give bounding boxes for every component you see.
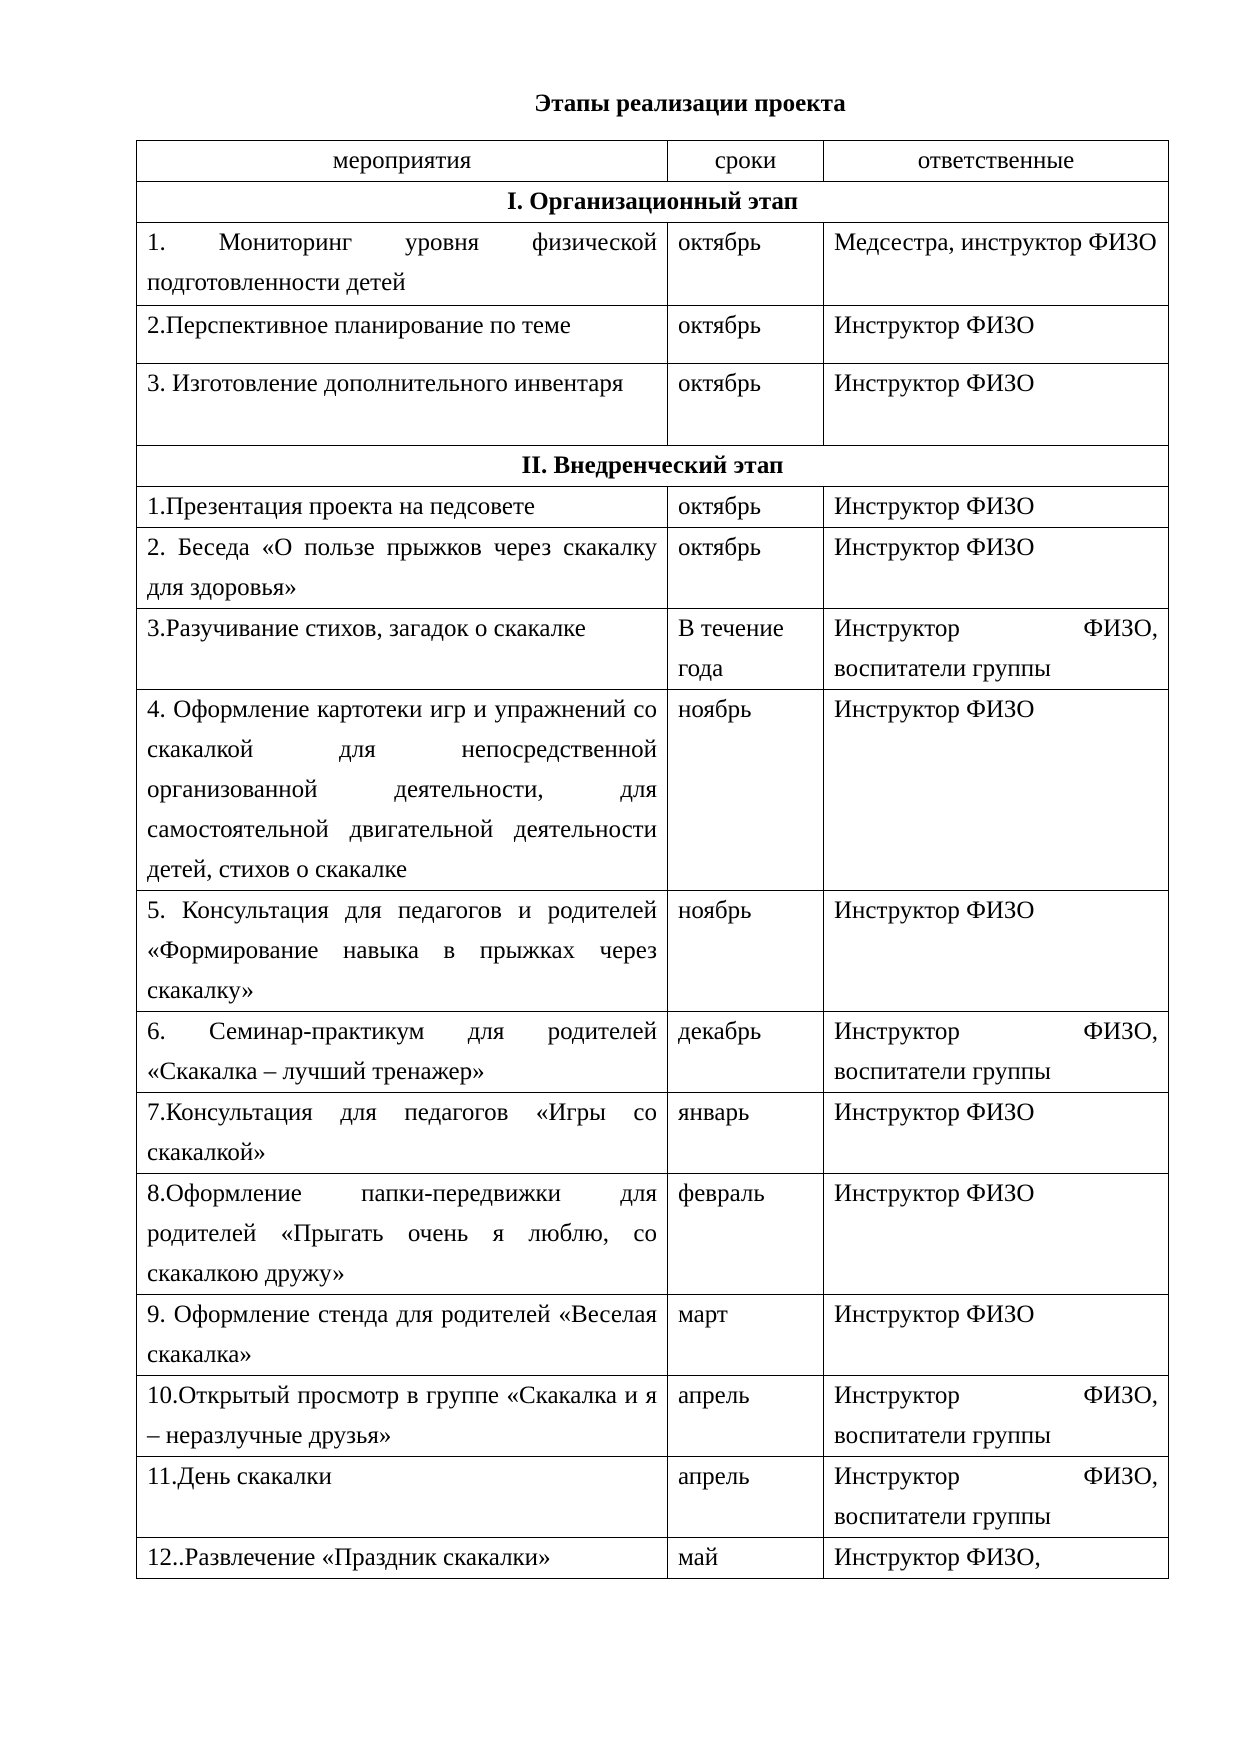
table-row <box>137 690 1169 891</box>
activity-cell: 7.Консультация для педагогов «Игры со скакалкой» <box>137 1093 668 1174</box>
table-row <box>137 1457 1169 1538</box>
responsible-cell: Инструктор ФИЗО, воспитатели группы <box>824 609 1169 690</box>
term-cell: апрель <box>668 1457 824 1538</box>
responsible-cell: Инструктор ФИЗО <box>824 1093 1169 1174</box>
term-cell: март <box>668 1295 824 1376</box>
stage-row <box>137 182 1169 223</box>
responsible-cell: Инструктор ФИЗО <box>824 1174 1169 1295</box>
table-row <box>137 891 1169 1012</box>
plan-table <box>136 140 1169 1579</box>
table-row <box>137 609 1169 690</box>
table-row <box>137 1012 1169 1093</box>
term-cell: В течение года <box>668 609 824 690</box>
table-row <box>137 487 1169 528</box>
stage-title: I. Организационный этап <box>137 182 1169 223</box>
term-cell: октябрь <box>668 306 824 364</box>
term-cell: октябрь <box>668 364 824 446</box>
table-row <box>137 1295 1169 1376</box>
responsible-cell: Инструктор ФИЗО <box>824 528 1169 609</box>
activity-cell: 3.Разучивание стихов, загадок о скакалке <box>137 609 668 690</box>
responsible-cell: Инструктор ФИЗО, <box>824 1538 1169 1579</box>
responsible-cell: Инструктор ФИЗО <box>824 487 1169 528</box>
stage-row <box>137 446 1169 487</box>
table-row <box>137 306 1169 364</box>
column-header-responsible: ответственные <box>824 141 1169 182</box>
responsible-cell: Инструктор ФИЗО, воспитатели группы <box>824 1376 1169 1457</box>
activity-cell: 12..Развлечение «Праздник скакалки» <box>137 1538 668 1579</box>
term-cell: февраль <box>668 1174 824 1295</box>
column-header-activity: мероприятия <box>137 141 668 182</box>
responsible-cell: Инструктор ФИЗО <box>824 1295 1169 1376</box>
activity-cell: 4. Оформление картотеки игр и упражнений со скакалкой для непосредственной организованной деятельности, для самостоятельной двигательной деятельности детей, стихов о скакалке <box>137 690 668 891</box>
table-row <box>137 1174 1169 1295</box>
term-cell: ноябрь <box>668 891 824 1012</box>
activity-cell: 8.Оформление папки-передвижки для родителей «Прыгать очень я люблю, со скакалкою дружу» <box>137 1174 668 1295</box>
activity-cell: 2. Беседа «О пользе прыжков через скакалку для здоровья» <box>137 528 668 609</box>
responsible-cell: Инструктор ФИЗО <box>824 364 1169 446</box>
activity-cell: 5. Консультация для педагогов и родителей «Формирование навыка в прыжках через скакалку» <box>137 891 668 1012</box>
activity-cell: 11.День скакалки <box>137 1457 668 1538</box>
activity-cell: 1.Презентация проекта на педсовете <box>137 487 668 528</box>
responsible-cell: Инструктор ФИЗО <box>824 891 1169 1012</box>
term-cell: октябрь <box>668 487 824 528</box>
column-header-term: сроки <box>668 141 824 182</box>
page-title: Этапы реализации проекта <box>534 90 846 117</box>
table-row <box>137 364 1169 446</box>
term-cell: май <box>668 1538 824 1579</box>
term-cell: январь <box>668 1093 824 1174</box>
header-row <box>137 141 1169 182</box>
activity-cell: 3. Изготовление дополнительного инвентаря <box>137 364 668 446</box>
responsible-cell: Инструктор ФИЗО <box>824 306 1169 364</box>
stage-title: II. Внедренческий этап <box>137 446 1169 487</box>
table-row <box>137 1093 1169 1174</box>
activity-cell: 9. Оформление стенда для родителей «Веселая скакалка» <box>137 1295 668 1376</box>
table-row <box>137 1376 1169 1457</box>
term-cell: октябрь <box>668 528 824 609</box>
table-row <box>137 1538 1169 1579</box>
term-cell: декабрь <box>668 1012 824 1093</box>
responsible-cell: Инструктор ФИЗО, воспитатели группы <box>824 1457 1169 1538</box>
term-cell: апрель <box>668 1376 824 1457</box>
activity-cell: 10.Открытый просмотр в группе «Скакалка и я – неразлучные друзья» <box>137 1376 668 1457</box>
activity-cell: 2.Перспективное планирование по теме <box>137 306 668 364</box>
responsible-cell: Медсестра, инструктор ФИЗО <box>824 223 1169 306</box>
responsible-cell: Инструктор ФИЗО, воспитатели группы <box>824 1012 1169 1093</box>
table-row <box>137 223 1169 306</box>
table-row <box>137 528 1169 609</box>
term-cell: октябрь <box>668 223 824 306</box>
activity-cell: 1. Мониторинг уровня физической подготовленности детей <box>137 223 668 306</box>
term-cell: ноябрь <box>668 690 824 891</box>
activity-cell: 6. Семинар-практикум для родителей «Скакалка – лучший тренажер» <box>137 1012 668 1093</box>
responsible-cell: Инструктор ФИЗО <box>824 690 1169 891</box>
